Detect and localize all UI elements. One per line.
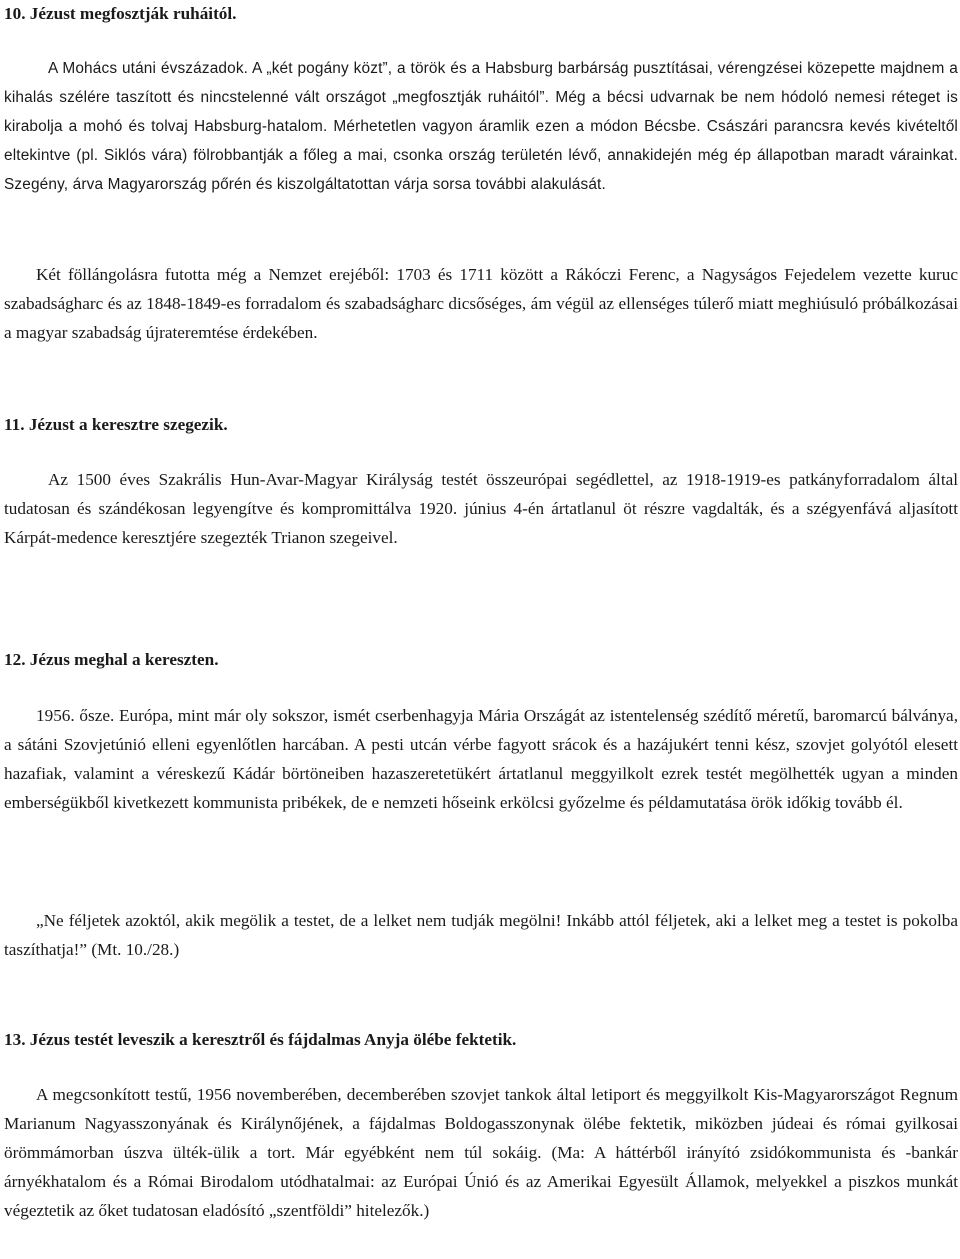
- section-13-heading: 13. Jézus testét leveszik a keresztről és fájdalmas Anyja ölébe fektetik.: [4, 1030, 517, 1049]
- section-10-paragraph-1: A Mohács utáni évszázadok. A „két pogány közt”, a török és a Habsburg barbárság pusztításai, vérengzései közepette majdnem a kihalás szélére taszított és nincstelenné vált országot „megfosztják ruháitól”. Még a bécsi udvarnak be nem hódoló nemesi réteget is kirabolja a mohó és tolvaj Habsburg-hatalom. Mérhetetlen vagyon áramlik ezen a módon Bécsbe. Császári parancsra kevés kivételtől eltekintve (pl. Siklós vára) fölrobbantják a főleg a mai, csonka ország területén lévő, annakidején még ép állapotban maradt várainkat. Szegény, árva Magyarország pőrén és kiszolgáltatottan várja sorsa további alakulását.: [4, 60, 958, 193]
- section-11-paragraph-1: Az 1500 éves Szakrális Hun-Avar-Magyar Királyság testét összeurópai segédlettel, az 1918-1919-es patkányforradalom által tudatosan és szándékosan legyengítve és kompromittálva 1920. június 4-én ártatlanul öt részre vagdalták, és a szégyenfává aljasított Kárpát-medence keresztjére szegezték Trianon szegeivel.: [4, 470, 958, 547]
- section-11-heading: 11. Jézust a keresztre szegezik.: [4, 415, 228, 434]
- section-12-heading: 12. Jézus meghal a kereszten.: [4, 650, 219, 669]
- section-12-paragraph-1: 1956. ősze. Európa, mint már oly sokszor, ismét cserbenhagyja Mária Országát az istentelenség szédítő méretű, baromarcú bálványa, a sátáni Szovjetúnió elleni egyenlőtlen harcában. A pesti utcán vérbe fagyott srácok és a hazájukért tenni kész, szovjet golyótól elesett hazafiak, valamint a véreskezű Kádár börtöneiben hazaszeretetükért ártatlanul meggyilkolt ezrek testét megölhették ugyan a minden emberségükből kivetkezett kommunista pribékek, de e nemzeti hőseink erkölcsi győzelme és példamutatása örök időkig tovább él.: [4, 706, 958, 812]
- section-13-paragraph-1: A megcsonkított testű, 1956 novemberében, decemberében szovjet tankok által letiport és meggyilkolt Kis-Magyarországot Regnum Marianum Nagyasszonyának és Királynőjének, a fájdalmas Boldogasszonynak ölébe fektetik, miközben júdeai és római gyilkosai örömmámorban úszva ülték-ülik a tort. Már egyébként nem túl sokáig. (Ma: A háttérből irányító zsidókommunista és -bankár árnyékhatalom és a Római Birodalom utódhatalmai: az Európai Únió és az Amerikai Egyesült Államok, melyekkel a piszkos munkát végeztetik az őket tudatosan eladósító „szentföldi” hitelezők.): [4, 1085, 958, 1220]
- section-10-paragraph-2: Két föllángolásra futotta még a Nemzet erejéből: 1703 és 1711 között a Rákóczi Ferenc, a Nagyságos Fejedelem vezette kuruc szabadságharc és az 1848-1849-es forradalom és szabadságharc dicsőséges, ám végül az ellenséges túlerő miatt meghiúsuló próbálkozásai a magyar szabadság újrateremtése érdekében.: [4, 265, 958, 342]
- section-12-quote: „Ne féljetek azoktól, akik megölik a testet, de a lelket nem tudják megölni! Inkább attól féljetek, aki a lelket meg a testet is pokolba taszíthatja!” (Mt. 10./28.): [4, 911, 958, 959]
- section-10-heading: 10. Jézust megfosztják ruháitól.: [4, 4, 237, 23]
